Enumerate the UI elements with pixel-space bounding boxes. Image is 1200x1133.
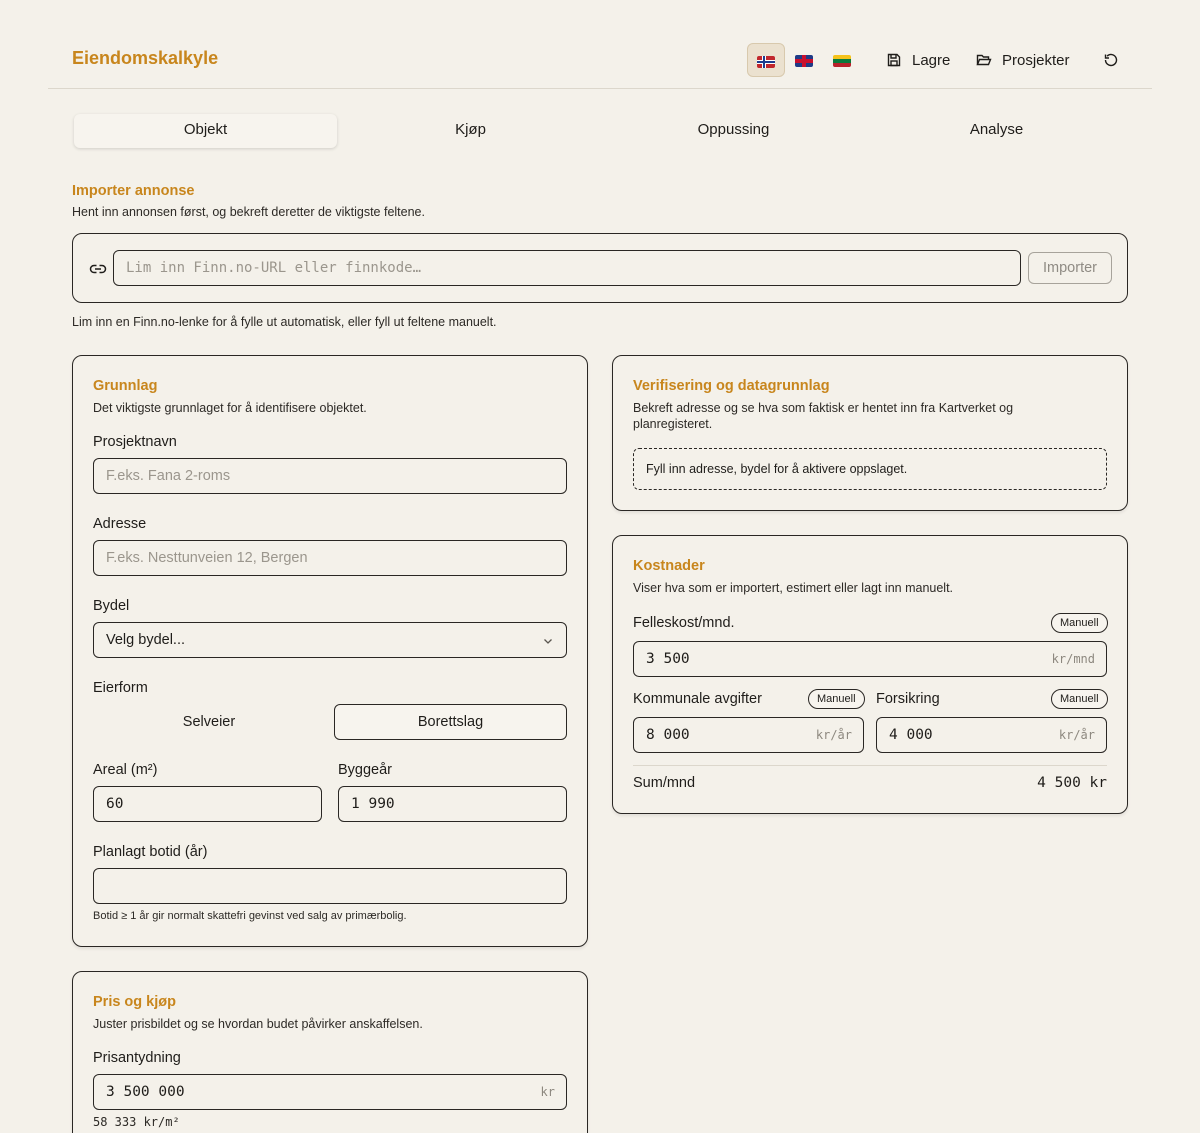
norway-flag-icon: [757, 56, 775, 68]
forsikring-label: Forsikring: [876, 691, 940, 707]
year-built-input[interactable]: 1 990: [338, 786, 567, 822]
asking-price-unit: kr: [540, 1085, 555, 1099]
planned-stay-hint: Botid ≥ 1 år gir normalt skattefri gevinst ved salg av primærbolig.: [93, 910, 407, 922]
kostnader-title: Kostnader: [633, 558, 705, 574]
sum-divider: [633, 765, 1107, 766]
reset-icon: [1103, 52, 1119, 68]
reset-button[interactable]: [1103, 48, 1119, 72]
price-per-m2: 58 333 kr/m²: [93, 1115, 180, 1129]
planned-stay-input[interactable]: [93, 868, 567, 904]
app-header: [48, 0, 1152, 89]
forsikring-value: 4 000: [889, 727, 933, 743]
language-lithuanian-button[interactable]: [823, 43, 861, 77]
import-button[interactable]: Importer: [1028, 252, 1112, 284]
verifisering-notice: Fyll inn adresse, bydel for å aktivere oppslaget.: [633, 448, 1107, 490]
save-button[interactable]: [886, 48, 950, 72]
finn-url-input[interactable]: Lim inn Finn.no-URL eller finnkode…: [113, 250, 1021, 286]
ownership-borettslag-option[interactable]: Borettslag: [334, 704, 567, 740]
grunnlag-subtitle: Det viktigste grunnlaget for å identifisere objektet.: [93, 401, 367, 415]
asking-price-value: 3 500 000: [106, 1084, 185, 1100]
tab-analyse[interactable]: Analyse: [969, 121, 1024, 138]
app-title: Eiendomskalkyle: [72, 48, 219, 68]
tab-objekt[interactable]: Objekt: [74, 114, 337, 148]
verifisering-card: [612, 355, 1128, 511]
projects-label: Prosjekter: [1002, 51, 1070, 69]
project-name-input[interactable]: F.eks. Fana 2-roms: [93, 458, 567, 494]
kostnader-card: [612, 535, 1128, 814]
asking-price-label: Prisantydning: [93, 1050, 181, 1066]
forsikring-source-badge: Manuell: [1051, 689, 1108, 709]
grunnlag-card: [72, 355, 588, 947]
kommunale-input[interactable]: [633, 717, 864, 753]
save-label: Lagre: [912, 51, 951, 69]
project-name-label: Prosjektnavn: [93, 434, 177, 450]
folder-open-icon: [976, 52, 992, 68]
import-subtitle: Hent inn annonsen først, og bekreft deretter de viktigste feltene.: [72, 205, 425, 219]
kommunale-value: 8 000: [646, 727, 690, 743]
projects-button[interactable]: [976, 48, 1070, 72]
link-icon: [89, 260, 107, 278]
pris-subtitle: Juster prisbildet og se hvordan budet påvirker anskaffelsen.: [93, 1017, 423, 1031]
felleskost-label: Felleskost/mnd.: [633, 615, 735, 631]
kommunale-label: Kommunale avgifter: [633, 691, 762, 707]
ownership-selveier-option[interactable]: Selveier: [182, 714, 236, 730]
kostnader-subtitle: Viser hva som er importert, estimert eller lagt inn manuelt.: [633, 581, 954, 595]
language-norwegian-button[interactable]: [747, 43, 785, 77]
year-built-label: Byggeår: [338, 762, 393, 778]
district-label: Bydel: [93, 598, 130, 614]
forsikring-unit: kr/år: [1058, 728, 1095, 742]
felleskost-input[interactable]: [633, 641, 1107, 677]
import-helper-text: Lim inn en Finn.no-lenke for å fylle ut automatisk, eller fyll ut feltene manuelt.: [72, 315, 497, 329]
asking-price-input[interactable]: [93, 1074, 567, 1110]
forsikring-input[interactable]: [876, 717, 1107, 753]
sum-value: 4 500 kr: [1037, 775, 1107, 791]
planned-stay-label: Planlagt botid (år): [93, 844, 208, 860]
kommunale-unit: kr/år: [815, 728, 852, 742]
felleskost-value: 3 500: [646, 651, 690, 667]
felleskost-source-badge: Manuell: [1051, 613, 1108, 633]
ownership-label: Eierform: [93, 680, 148, 696]
pris-card: [72, 971, 588, 1133]
area-input[interactable]: 60: [93, 786, 322, 822]
kommunale-source-badge: Manuell: [808, 689, 865, 709]
verifisering-title: Verifisering og datagrunnlag: [633, 378, 830, 394]
uk-flag-icon: [795, 55, 813, 67]
address-input[interactable]: F.eks. Nesttunveien 12, Bergen: [93, 540, 567, 576]
chevron-down-icon: [542, 635, 554, 647]
language-english-button[interactable]: [785, 43, 823, 77]
district-select[interactable]: [93, 622, 567, 658]
lithuania-flag-icon: [833, 55, 851, 67]
import-title: Importer annonse: [72, 183, 195, 199]
sum-label: Sum/mnd: [633, 775, 696, 791]
main-tabs: [72, 114, 1128, 148]
address-label: Adresse: [93, 516, 147, 532]
district-selected-value: Velg bydel...: [106, 632, 185, 648]
felleskost-unit: kr/mnd: [1051, 652, 1095, 666]
pris-title: Pris og kjøp: [93, 994, 176, 1010]
verifisering-subtitle: Bekreft adresse og se hva som faktisk er hentet inn fra Kartverket og planregisteret.: [633, 401, 1014, 431]
save-icon: [886, 52, 902, 68]
area-label: Areal (m²): [93, 762, 158, 778]
import-panel: [72, 233, 1128, 303]
tab-oppussing[interactable]: Oppussing: [697, 121, 770, 138]
tab-kjop[interactable]: Kjøp: [455, 121, 486, 138]
grunnlag-title: Grunnlag: [93, 378, 158, 394]
